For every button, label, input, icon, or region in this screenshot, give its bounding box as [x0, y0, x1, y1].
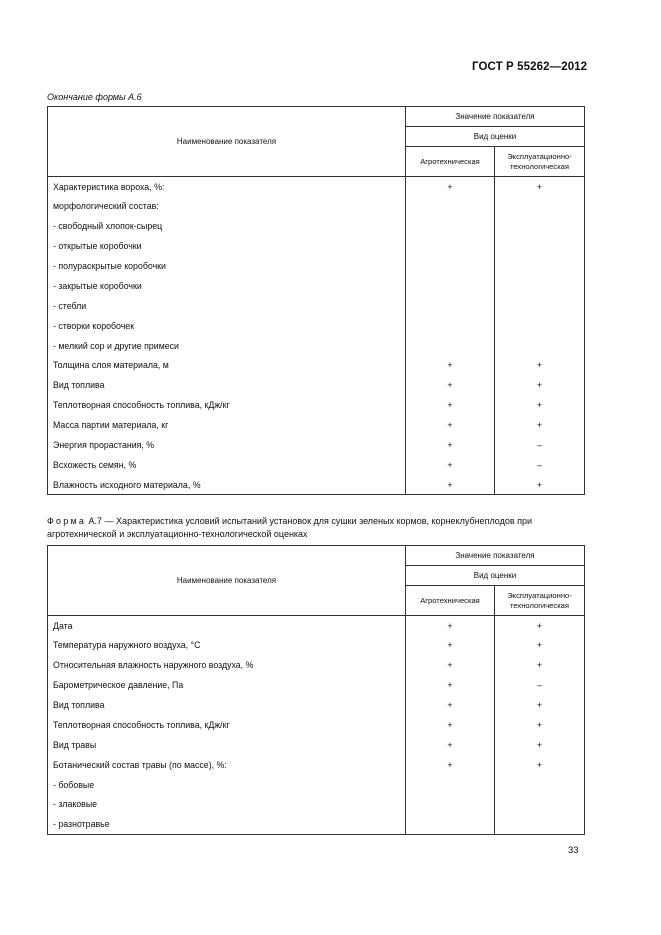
row-name-cell: Масса партии материала, кг [48, 415, 406, 435]
row-name-cell: Толщина слоя материала, м [48, 356, 406, 376]
table-row [48, 296, 585, 316]
row-expl-cell [495, 296, 585, 316]
row-agro-cell [406, 775, 495, 795]
table-row [48, 655, 585, 675]
row-name-cell: - закрытые коробочки [48, 276, 406, 296]
row-expl-cell: + [495, 395, 585, 415]
table-row [48, 395, 585, 415]
header-agro-column: Агротехническая [406, 147, 495, 177]
header-expl-line2: технологическая [509, 600, 570, 610]
row-agro-cell: + [406, 675, 495, 695]
row-name-cell: - стебли [48, 296, 406, 316]
table1-body [48, 177, 585, 495]
table-row [48, 775, 585, 795]
row-name-cell: Всхожесть семян, % [48, 455, 406, 475]
row-name-cell: - створки коробочек [48, 316, 406, 336]
row-name-cell: Относительная влажность наружного воздуха, % [48, 655, 406, 675]
table-row [48, 435, 585, 455]
table-row [48, 216, 585, 236]
row-name-cell: - злаковые [48, 795, 406, 815]
row-expl-cell [495, 814, 585, 834]
row-name-cell: - бобовые [48, 775, 406, 795]
header-expl-column [495, 147, 585, 177]
header-name-column: Наименование показателя [48, 546, 406, 616]
table-row [48, 475, 585, 495]
table-row [48, 814, 585, 834]
row-agro-cell [406, 336, 495, 356]
table-row [48, 675, 585, 695]
table-row [48, 375, 585, 395]
row-expl-cell [495, 795, 585, 815]
document-title: ГОСТ Р 55262—2012 [472, 61, 588, 73]
row-expl-cell: + [495, 735, 585, 755]
row-agro-cell [406, 216, 495, 236]
row-expl-cell: – [495, 435, 585, 455]
row-name-cell: Энергия прорастания, % [48, 435, 406, 455]
row-name-cell: Вид травы [48, 735, 406, 755]
table-row [48, 795, 585, 815]
header-expl-line1: Эксплуатационно- [507, 590, 572, 600]
row-agro-cell: + [406, 177, 495, 197]
row-agro-cell: + [406, 415, 495, 435]
table2-caption [47, 515, 587, 540]
row-agro-cell [406, 814, 495, 834]
form-label: Форма [47, 516, 87, 526]
table-row [48, 256, 585, 276]
row-name-cell: Теплотворная способность топлива, кДж/кг [48, 395, 406, 415]
row-agro-cell: + [406, 735, 495, 755]
table-row [48, 755, 585, 775]
header-eval-type: Вид оценки [406, 566, 585, 586]
header-value-group: Значение показателя [406, 107, 585, 127]
table-row [48, 616, 585, 636]
row-name-cell: Барометрическое давление, Па [48, 675, 406, 695]
page-number: 33 [568, 845, 579, 856]
row-expl-cell [495, 256, 585, 276]
row-agro-cell: + [406, 635, 495, 655]
row-expl-cell [495, 276, 585, 296]
table-form-a7 [47, 545, 585, 835]
table-row [48, 415, 585, 435]
table-row [48, 695, 585, 715]
table-row [48, 455, 585, 475]
row-expl-cell: + [495, 715, 585, 735]
table-form-a6 [47, 106, 585, 495]
row-expl-cell: + [495, 177, 585, 197]
row-expl-cell: + [495, 475, 585, 495]
row-agro-cell: + [406, 755, 495, 775]
row-expl-cell: + [495, 655, 585, 675]
row-agro-cell: + [406, 655, 495, 675]
header-expl-line1: Эксплуатационно- [507, 151, 572, 161]
table1-caption: Окончание формы А.6 [47, 92, 142, 102]
table-row [48, 635, 585, 655]
row-name-cell: Дата [48, 616, 406, 636]
table-row [48, 715, 585, 735]
row-expl-cell: + [495, 695, 585, 715]
table-row [48, 236, 585, 256]
row-agro-cell [406, 196, 495, 216]
row-agro-cell [406, 795, 495, 815]
row-expl-cell: + [495, 635, 585, 655]
row-expl-cell: + [495, 616, 585, 636]
row-name-cell: Характеристика вороха, %: [48, 177, 406, 197]
row-expl-cell: – [495, 675, 585, 695]
row-name-cell: морфологический состав: [48, 196, 406, 216]
row-name-cell: - полураскрытые коробочки [48, 256, 406, 276]
row-name-cell: - разнотравье [48, 814, 406, 834]
header-value-group: Значение показателя [406, 546, 585, 566]
row-expl-cell [495, 196, 585, 216]
row-name-cell: Ботанический состав травы (по массе), %: [48, 755, 406, 775]
header-eval-type: Вид оценки [406, 127, 585, 147]
row-agro-cell: + [406, 715, 495, 735]
row-expl-cell: – [495, 455, 585, 475]
row-agro-cell: + [406, 435, 495, 455]
row-agro-cell [406, 236, 495, 256]
row-expl-cell [495, 775, 585, 795]
row-name-cell: Вид топлива [48, 695, 406, 715]
row-name-cell: Теплотворная способность топлива, кДж/кг [48, 715, 406, 735]
table-row [48, 196, 585, 216]
row-name-cell: - свободный хлопок-сырец [48, 216, 406, 236]
row-name-cell: - открытые коробочки [48, 236, 406, 256]
row-expl-cell [495, 316, 585, 336]
row-agro-cell: + [406, 455, 495, 475]
row-agro-cell: + [406, 616, 495, 636]
row-agro-cell [406, 316, 495, 336]
row-name-cell: Температура наружного воздуха, °С [48, 635, 406, 655]
row-agro-cell: + [406, 695, 495, 715]
header-expl-column [495, 586, 585, 616]
table-row [48, 276, 585, 296]
row-agro-cell: + [406, 375, 495, 395]
header-name-column: Наименование показателя [48, 107, 406, 177]
row-agro-cell: + [406, 475, 495, 495]
row-expl-cell: + [495, 356, 585, 376]
form-title: А.7 — Характеристика условий испытаний установок для сушки зеленых кормов, корнеклубнеплодов при агротехнической и эксплуатационно-технологической оценках [47, 516, 533, 539]
header-expl-line2: технологическая [509, 161, 570, 171]
row-expl-cell [495, 236, 585, 256]
row-agro-cell: + [406, 356, 495, 376]
row-name-cell: Вид топлива [48, 375, 406, 395]
row-name-cell: - мелкий сор и другие примеси [48, 336, 406, 356]
row-expl-cell [495, 336, 585, 356]
table-row [48, 356, 585, 376]
table-row [48, 316, 585, 336]
row-agro-cell: + [406, 395, 495, 415]
row-expl-cell [495, 216, 585, 236]
table-row [48, 336, 585, 356]
table-row [48, 735, 585, 755]
row-name-cell: Влажность исходного материала, % [48, 475, 406, 495]
header-agro-column: Агротехническая [406, 586, 495, 616]
row-agro-cell [406, 276, 495, 296]
row-expl-cell: + [495, 375, 585, 395]
row-agro-cell [406, 296, 495, 316]
row-expl-cell: + [495, 415, 585, 435]
row-expl-cell: + [495, 755, 585, 775]
row-agro-cell [406, 256, 495, 276]
table2-body [48, 616, 585, 835]
table-row [48, 177, 585, 197]
